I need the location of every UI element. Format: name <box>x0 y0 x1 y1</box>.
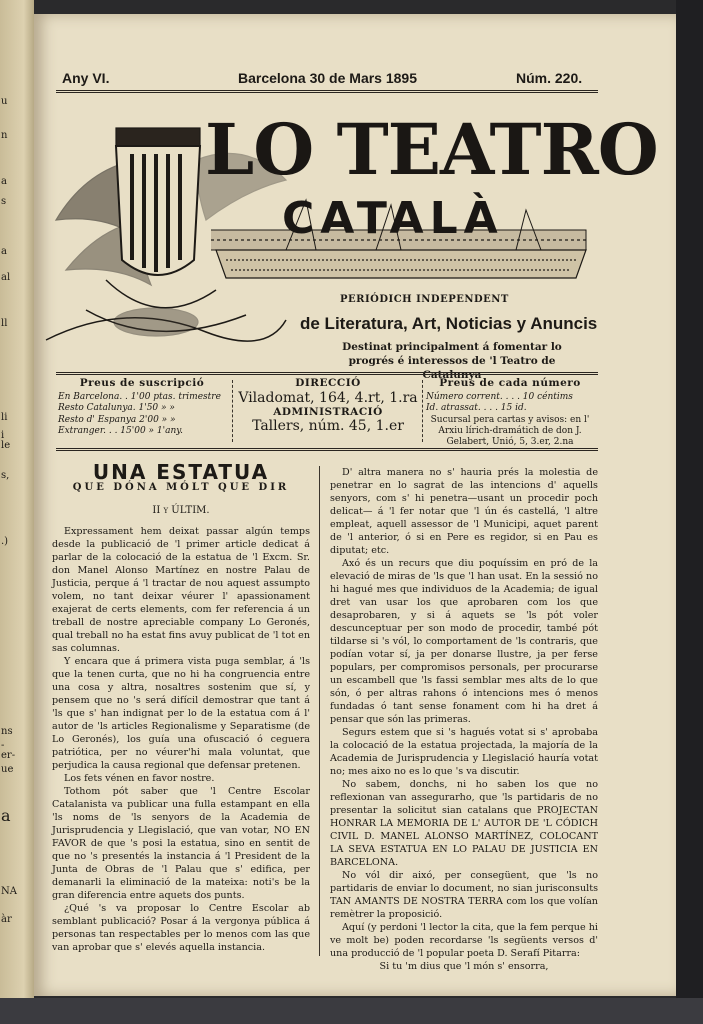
article-paragraph: Tothom pót saber que 'l Centre Escolar Catalanista va publicar una fulla estampant en ella 'ls noms de 'ls senyors de la Academia de Jurisprudencia y Llegislació, que van votar, NO EN FAVOR de que 's posi la estatua, sino en sentit de que no 's presentés la instancia á 'l President de la Junta de Obras de 'l Palau que s' edifica, per demanarli la eliminació de la mateixa: noti's be la gran diferencia entre aquets dos punts. <box>52 786 310 901</box>
tagline-independent: PERIÓDICH INDEPENDENT <box>340 294 509 305</box>
info-separator <box>232 380 234 442</box>
article-section: II y ÚLTIM. <box>152 505 210 516</box>
direction-info <box>238 378 418 435</box>
info-separator <box>422 380 424 442</box>
tagline-purpose: Destinat principalment á fomentar lo progrés é interessos de 'l Teatro de Catalunya <box>342 341 562 381</box>
article-paragraph: No vól dir aixó, per consegüent, que 'ls no partidaris de enviar lo document, no sian jurisconsults TAN AMANTS DE NOSTRA TERRA com los que volían remètrer la proposició. <box>330 870 598 920</box>
header-rule <box>56 90 598 93</box>
margin-fragment: ns <box>1 726 13 737</box>
article-paragraph: Aquí (y perdoni 'l lector la cita, que la fem perque hi ve molt be) poden recordarse 'ls següents versos d' una producció de 'l popular poeta D. Serafí Pitarra: <box>330 922 598 959</box>
margin-fragment: li <box>1 412 8 423</box>
margin-fragment: NA <box>1 886 17 897</box>
column-separator <box>319 466 320 956</box>
article-paragraph: Expressament hem deixat passar algún temps desde la publicació de 'l primer article dedicat á parlar de la colocació de la estatua de 'l Excm. Sr. don Manel Alonso Martínez en nostre Palau de Justicia, perque á 'l tractar de nou aquest assumpto volem, no tant deixar véurer l' apassionament exajerat de certs elements, com fer referencia á un treball de nostre apreciable company Lo Geronés, qual treball no ha estat fins avuy publicat de 'l tot en sas columnas. <box>52 526 310 654</box>
article-paragraph: Segurs estem que si 's hagués votat si s' aprobaba la colocació de la estatua projectada, la majoría de la Academia de Jurisprudencia y Llegislació hauría votat no; mes aixo no es lo que 's va discutir. <box>330 727 598 777</box>
margin-fragment: le <box>1 440 11 451</box>
margin-fragment: ll <box>1 318 8 329</box>
margin-fragment: - <box>1 740 5 751</box>
margin-fragment: n <box>1 130 8 141</box>
newspaper-title: LO TEATRO <box>205 108 658 191</box>
issue-number: Núm. 220. <box>516 70 583 86</box>
article-left-column <box>52 460 310 954</box>
subscription-row: Resto Catalunya. 1'50 » » <box>58 403 175 413</box>
margin-fragment: .) <box>1 536 9 547</box>
article-subtitle: QUE DÓNA MÓLT QUE DIR <box>72 482 290 493</box>
info-top-rule <box>56 372 598 375</box>
place-and-date: Barcelona 30 de Mars 1895 <box>238 70 417 86</box>
margin-fragment: u <box>1 96 8 107</box>
margin-fragment: s, <box>1 470 10 481</box>
margin-fragment: ue <box>1 764 14 775</box>
info-bottom-rule <box>56 448 598 451</box>
margin-fragment: al <box>1 272 11 283</box>
subscription-row: Extranger. . . 15'00 » 1'any. <box>58 426 184 436</box>
direction-address: Viladomat, 164, 4.rt, 1.ra <box>238 389 418 406</box>
scanner-background-bottom <box>0 998 703 1024</box>
article-paragraph: Y encara que á primera vista puga semblar, á 'ls que la tenen curta, que no hi ha congruencia entre una cosa y altra, nosaltres sostenim que sí, y pensem que no 's será difícil demostrar que tant á 'ls que s' han indignat per lo de la estatua com á l' autor de 'ls articles Regionalisme y Separatisme (de Lo Geronés), los guía una ofuscació ó ceguera patriótica, per no véurer'hi mala voluntat, que perjudica la causa regional que defensar pretenen. <box>52 656 310 771</box>
branch-office-note: Sucursal pera cartas y avisos: en l' Arxiu lírich-dramátich de don J. Gelabert, Unió, 5, 3.er, 2.na <box>430 414 590 447</box>
article-right-column <box>330 466 598 973</box>
margin-fragment: a <box>1 176 7 187</box>
issue-prices-heading: Preus de cada número <box>439 377 581 389</box>
scanner-background-right <box>676 0 703 1000</box>
margin-fragment: àr <box>1 914 12 925</box>
issue-info-bar <box>62 70 602 92</box>
margin-fragment: s <box>1 196 7 207</box>
article-paragraph: ¿Qué 's va proposar lo Centre Escolar ab semblant publicació? Posar á la vergonya pública á personas tan respectables per lo menos com las que van aprobar que s' elevés aquella instancia. <box>52 903 310 953</box>
subscription-prices <box>58 378 226 438</box>
margin-fragment: a <box>1 246 7 257</box>
volume-number: Any VI. <box>62 70 110 86</box>
margin-fragment: i <box>1 430 5 441</box>
subscription-heading: Preus de suscripció <box>79 377 205 389</box>
margin-fragment: a <box>1 806 11 825</box>
direction-heading: DIRECCIÓ <box>295 377 361 389</box>
administration-address: Tallers, núm. 45, 1.er <box>252 418 404 434</box>
poem-line: Si tu 'm dius que 'l món s' ensorra, <box>379 961 549 972</box>
subscription-row: Resto d' Espanya 2'00 » » <box>58 414 176 425</box>
article-paragraph: D' altra manera no s' hauria prés la molestia de penetrar en lo sagrat de las intencions d' aquells senyors, com s' hi penetra—usant un procedir poch delicat— á 'l fer notar que 'l ún és castellá, 'l altre empleat, aquell assessor de 'l Municipi, aquet parent de 'l anterior, ó si en Pere es regidor, si en Pau es diputat; etc. <box>330 467 598 556</box>
article-paragraph: Los fets vénen en favor nostre. <box>64 773 215 784</box>
issue-prices <box>426 378 594 448</box>
administration-heading: ADMINISTRACIÓ <box>273 405 383 418</box>
issue-price-row: Número corrent. . . . 10 céntims <box>426 391 573 402</box>
newspaper-subtitle: CATALÀ <box>282 193 504 244</box>
tagline-topics: de Literatura, Art, Noticias y Anuncis <box>300 314 598 333</box>
previous-page-edge <box>0 0 34 1000</box>
subscription-row: En Barcelona. . 1'00 ptas. trimestre <box>58 391 221 402</box>
issue-price-row: Id. atrassat. . . . 15 id. <box>426 403 527 413</box>
margin-fragment: er- <box>1 750 16 761</box>
article-title: UNA ESTATUA <box>92 460 270 484</box>
article-paragraph: No sabem, donchs, ni ho saben los que no reflexionan van assegurarho, que 'ls partidaris de no presentar la solicitut sian catalans que PROJECTAN HONRAR LA MEMORIA DE L' AUTOR DE 'L CÓDICH CIVIL D. MANEL ALONSO MARTÍNEZ, COLOCANT LA SEVA ESTATUA EN LO PALAU DE JUSTICIA EN BARCELONA. <box>330 779 598 868</box>
article-paragraph: Axó és un recurs que diu poquíssim en pró de la elevació de miras de 'ls que 'l han usat. En la sessió no hi hagué mes que individuos de la Academia; de igual dret van usar los que aprobaren com los que desaprobaren, y si á aquets se 'ls pót voler descunceptuar per son modo de procedir, també pót tildarse si 's vól, lo comportament de 'ls contraris, que podían votar sí, ja per donarse llustre, ja per ferse populars, per compromisos personals, per procurarse un escambell que 'ls fassi semblar mes alts de lo que són, ó per altras rahons ó intencions mes ó menos fundadas ó tant sense fonament com hi ha dret á pensar que són las primeras. <box>330 558 598 725</box>
